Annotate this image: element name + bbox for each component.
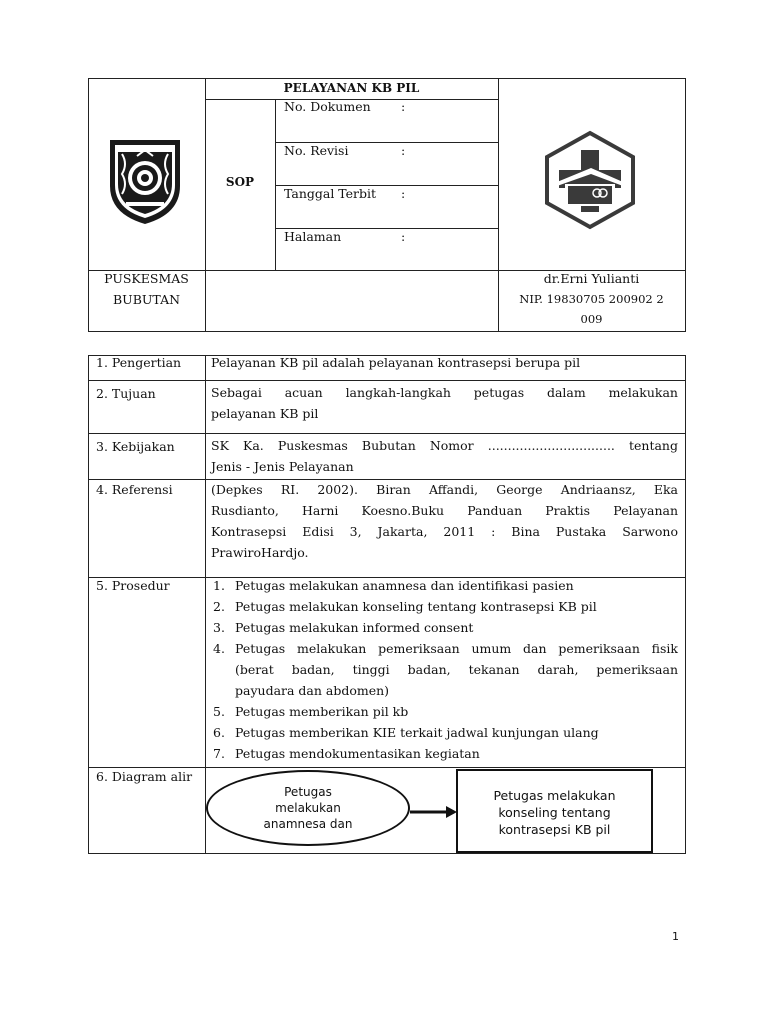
signer-name: dr.Erni Yulianti <box>543 271 640 286</box>
ellipse-line: Petugas <box>284 785 332 799</box>
field-no-revisi-label: No. Revisi <box>284 143 349 158</box>
section-kebijakan-label: 3. Kebijakan <box>96 439 175 454</box>
page-number: 1 <box>672 930 679 943</box>
section-referensi-label: 4. Referensi <box>96 482 173 497</box>
tujuan-line: Sebagai acuan langkah-langkah petugas dalam melakukan <box>211 385 678 400</box>
section-pengertian-label: 1. Pengertian <box>96 355 182 370</box>
box-line: kontrasepsi KB pil <box>498 822 611 837</box>
org-name-line2: BUBUTAN <box>112 292 181 307</box>
tujuan-line: pelayanan KB pil <box>211 406 319 421</box>
section-tujuan-text <box>211 382 678 424</box>
puskesmas-logo <box>543 130 637 230</box>
list-item: 4. Petugas melakukan pemeriksaan umum dan pemeriksaan fisik (berat badan, tinggi badan, tekanan darah, pemeriksaan payudara dan abdomen) <box>213 641 678 698</box>
sop-label: SOP <box>225 175 255 189</box>
signer-nip-line2: 009 <box>580 312 603 326</box>
list-item: 1. Petugas melakukan anamnesa dan identifikasi pasien <box>213 578 574 593</box>
section-prosedur-label: 5. Prosedur <box>96 578 170 593</box>
field-tanggal-terbit-label: Tanggal Terbit <box>284 186 377 201</box>
flowchart-ellipse-text <box>206 784 410 832</box>
ellipse-line: melakukan <box>275 801 341 815</box>
referensi-line: PrawiroHardjo. <box>211 545 309 560</box>
signer-nip-line1: NIP. 19830705 200902 2 <box>519 292 664 306</box>
list-item: 5. Petugas memberikan pil kb <box>213 704 409 719</box>
prosedur-list <box>213 575 678 764</box>
box-line: konseling tentang <box>498 805 611 820</box>
kebijakan-line: Jenis - Jenis Pelayanan <box>211 459 354 474</box>
referensi-line: (Depkes RI. 2002). Biran Affandi, George Andriaansz, Eka <box>211 482 678 497</box>
section-tujuan-label: 2. Tujuan <box>96 386 156 401</box>
regional-emblem-logo <box>104 134 186 226</box>
section-pengertian-text: Pelayanan KB pil adalah pelayanan kontrasepsi berupa pil <box>211 355 581 370</box>
list-item: 7. Petugas mendokumentasikan kegiatan <box>213 746 480 761</box>
org-name-line1: PUSKESMAS <box>104 271 189 286</box>
field-halaman-label: Halaman <box>284 229 342 244</box>
list-item: 3. Petugas melakukan informed consent <box>213 620 474 635</box>
box-line: Petugas melakukan <box>493 788 616 803</box>
flowchart-arrow <box>410 804 458 818</box>
section-diagram-label: 6. Diagram alir <box>96 769 193 784</box>
field-no-dokumen-sep: : <box>401 99 406 114</box>
page-title: PELAYANAN KB PIL <box>283 81 420 95</box>
ellipse-line: anamnesa dan <box>263 817 353 831</box>
field-no-revisi-sep: : <box>401 143 406 158</box>
list-item: 2. Petugas melakukan konseling tentang kontrasepsi KB pil <box>213 599 597 614</box>
kebijakan-line: SK Ka. Puskesmas Bubutan Nomor ................................ tentang <box>211 438 678 453</box>
field-tanggal-terbit-sep: : <box>401 186 406 201</box>
list-item: 6. Petugas memberikan KIE terkait jadwal kunjungan ulang <box>213 725 599 740</box>
referensi-line: Kontrasepsi Edisi 3, Jakarta, 2011 : Bina Pustaka Sarwono <box>211 524 678 539</box>
field-no-dokumen-label: No. Dokumen <box>284 99 371 114</box>
flowchart-box-text <box>456 787 653 838</box>
section-referensi-text <box>211 479 678 563</box>
field-halaman-sep: : <box>401 229 406 244</box>
referensi-line: Rusdianto, Harni Koesno.Buku Panduan Praktis Pelayanan <box>211 503 678 518</box>
section-kebijakan-text <box>211 435 678 477</box>
